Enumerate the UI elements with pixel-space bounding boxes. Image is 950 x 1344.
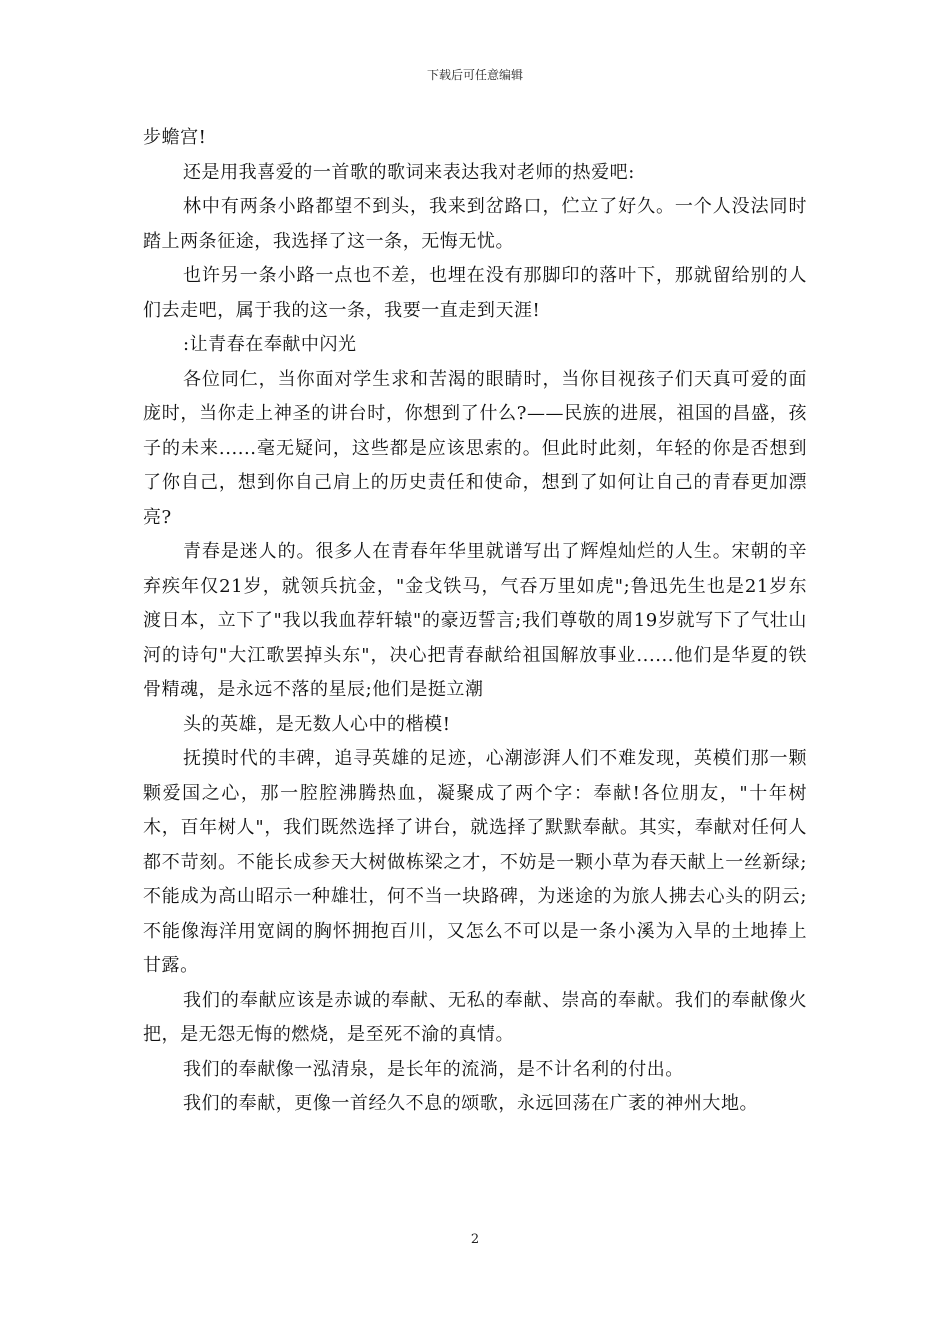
page-number: 2 [470,1232,480,1247]
document-body [143,121,807,1122]
paragraph: 我们的奉献应该是赤诚的奉献、无私的奉献、崇高的奉献。我们的奉献像火把，是无怨无悔的燃烧，是至死不渝的真情。 [143,989,807,1045]
paragraph: 青春是迷人的。很多人在青春年华里就谱写出了辉煌灿烂的人生。宋朝的辛弃疾年仅21岁，就领兵抗金，"金戈铁马，气吞万里如虎";鲁迅先生也是21岁东渡日本，立下了"我以我血荐轩辕"的豪迈誓言;我们尊敬的周19岁就写下了气壮山河的诗句"大江歌罢掉头东"，决心把青春献给祖国解放事业......他们是华夏的铁骨精魂，是永远不落的星辰;他们是挺立潮 [143,541,807,700]
paragraph: 抚摸时代的丰碑，追寻英雄的足迹，心潮澎湃人们不难发现，英模们那一颗颗爱国之心，那一腔腔沸腾热血，凝聚成了两个字：奉献!各位朋友，"十年树木，百年树人"，我们既然选择了讲台，就选择了默默奉献。其实，奉献对任何人都不苛刻。不能长成参天大树做栋梁之才，不妨是一颗小草为春天献上一丝新绿;不能成为高山昭示一种雄壮，何不当一块路碑，为迷途的为旅人拂去心头的阴云;不能像海洋用宽阔的胸怀拥抱百川，又怎么不可以是一条小溪为入旱的土地捧上甘露。 [143,748,807,976]
paragraph: 步蟾宫! [143,127,207,148]
paragraph: 头的英雄，是无数人心中的楷模! [183,713,451,735]
section-heading: :让青春在奉献中闪光 [183,334,357,355]
paragraph: 也许另一条小路一点也不差，也埋在没有那脚印的落叶下，那就留给别的人们去走吧，属于我的这一条，我要一直走到天涯! [143,265,807,321]
paragraph: 还是用我喜爱的一首歌的歌词来表达我对老师的热爱吧: [183,161,635,183]
paragraph: 各位同仁，当你面对学生求和苦渴的眼睛时，当你目视孩子们天真可爱的面庞时，当你走上神圣的讲台时，你想到了什么?——民族的进展，祖国的昌盛，孩子的未来......毫无疑问，这些都是应该思索的。但此时此刻，年轻的你是否想到了你自己，想到你自己肩上的历史责任和使命，想到了如何让自己的青春更加漂亮? [143,368,807,528]
paragraph: 我们的奉献，更像一首经久不息的颂歌，永远回荡在广袤的神州大地。 [183,1093,759,1114]
paragraph: 我们的奉献像一泓清泉，是长年的流淌，是不计名利的付出。 [183,1058,684,1080]
page-header: 下载后可任意编辑 [426,68,523,82]
paragraph: 林中有两条小路都望不到头，我来到岔路口，伫立了好久。一个人没法同时踏上两条征途，我选择了这一条，无悔无忧。 [143,196,807,252]
